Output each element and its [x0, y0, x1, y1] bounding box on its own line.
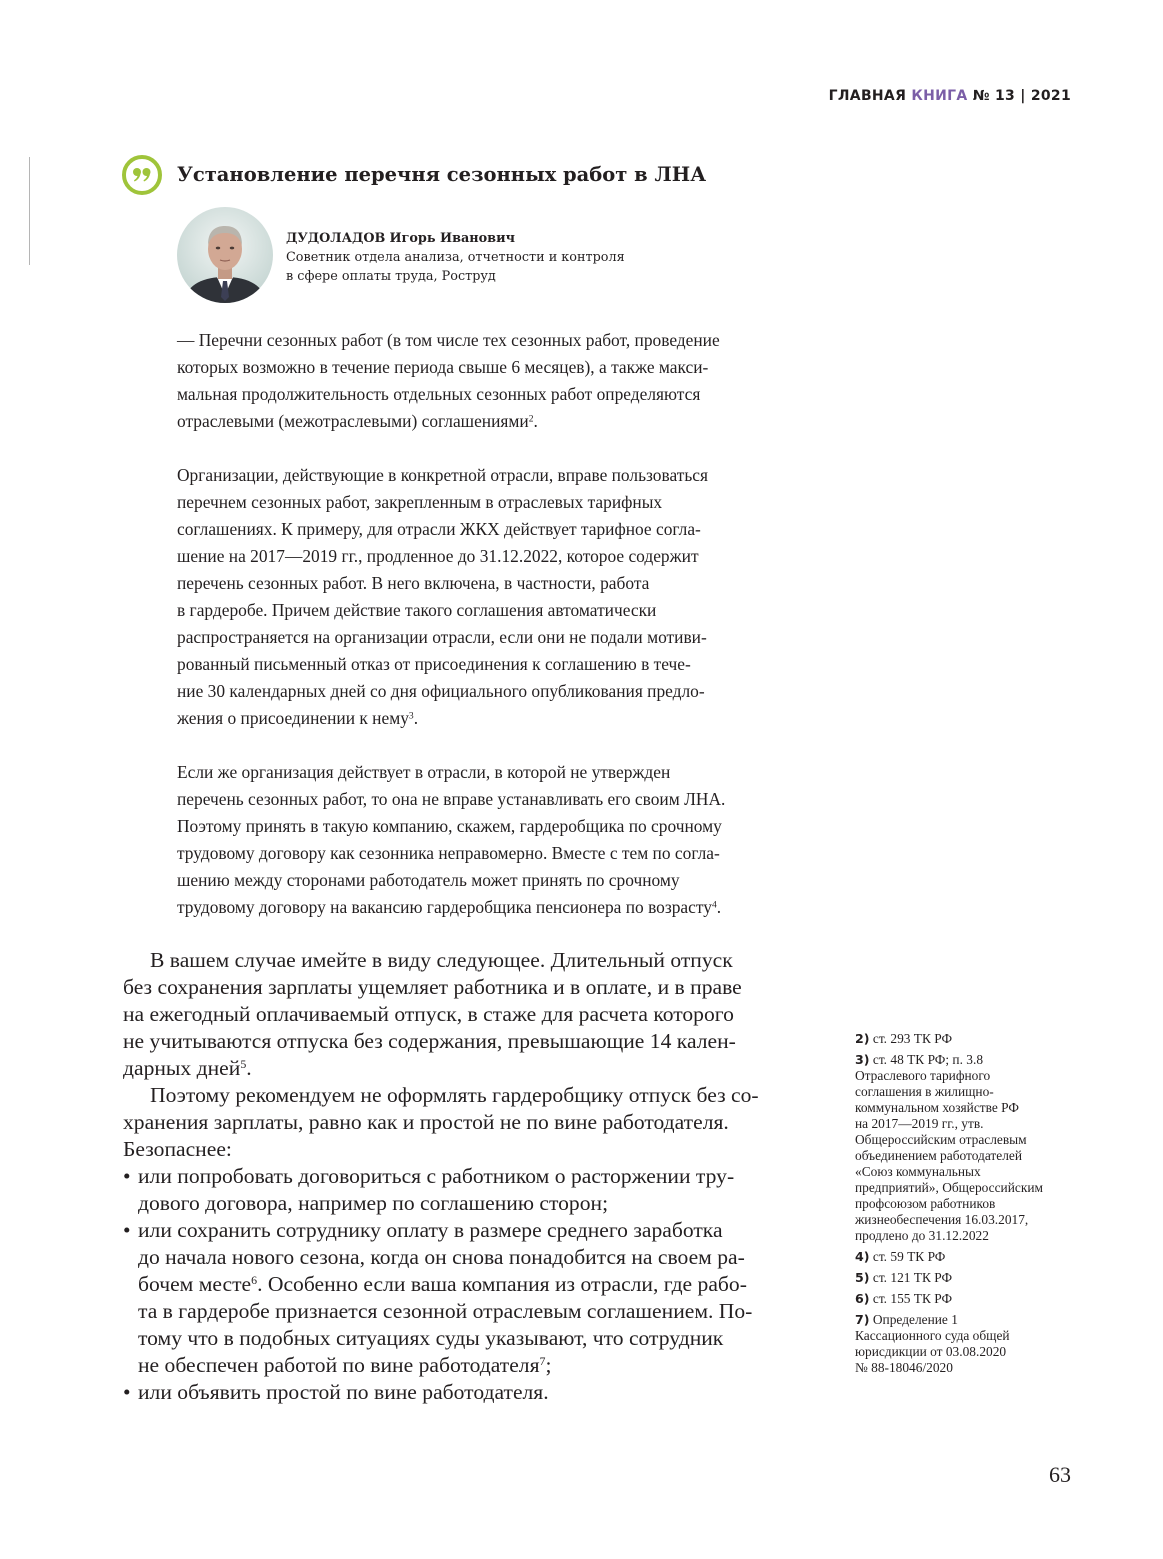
text-line: ние 30 календарных дней со дня официального опубликования предло-: [177, 681, 705, 701]
expert-surname: ДУДОЛАДОВ: [286, 231, 386, 246]
expert-paragraph-1: — Перечни сезонных работ (в том числе тех сезонных работ, проведение которых возможно в течение периода свыше 6 месяцев), а также макси- мальная продолжительность отдельных сезонных работ определяются отраслевыми (межотраслевыми) соглашениями$^2$.: [177, 330, 720, 431]
brand-accent: КНИГА: [911, 88, 968, 104]
text-line: Поэтому рекомендуем не оформлять гардеробщику отпуск без со-: [150, 1083, 759, 1107]
footnote-text: Кассационного суда общей: [855, 1328, 1010, 1343]
page-number: 63: [1049, 1462, 1071, 1487]
list-item: [123, 1379, 813, 1406]
text-fragment: или сохранить сотруднику оплату в размере среднего заработка: [138, 1218, 723, 1242]
quote-icon: [122, 155, 162, 195]
text-line: Организации, действующие в конкретной отрасли, вправе пользоваться: [177, 465, 708, 485]
footnote-text: Определение 1: [872, 1312, 958, 1327]
text-line: Поэтому принять в такую компанию, скажем, гардеробщика по срочному: [177, 816, 722, 836]
text-line: перечень сезонных работ. В него включена, в частности, работа: [177, 573, 650, 593]
list-item-continued: [123, 1271, 813, 1298]
main-text: [123, 947, 813, 1406]
footnote-text: предприятий», Общероссийским: [855, 1180, 1043, 1195]
text-line: отраслевыми (межотраслевыми) соглашениями: [177, 411, 529, 431]
text-line: жения о присоединении к нему: [177, 708, 409, 728]
footnote-ref: 2: [528, 413, 534, 425]
text-line: хранения зарплаты, равно как и простой не по вине работодателя.: [123, 1110, 729, 1134]
bullet-marker: •: [123, 1164, 131, 1188]
text-line: шение на 2017—2019 гг., продленное до 31.12.2022, которое содержит: [177, 546, 699, 566]
footnote-text: ст. 293 ТК РФ: [872, 1031, 953, 1046]
footnote-number: 7): [855, 1312, 870, 1327]
text-fragment: . Особенно если ваша компания из отрасли, где рабо-: [257, 1272, 747, 1296]
expert-photo: [177, 207, 273, 303]
list-item: [123, 1163, 813, 1190]
list-item: [123, 1217, 813, 1244]
section-title: Установление перечня сезонных работ в ЛНА: [177, 163, 707, 186]
footnote: [855, 1052, 1085, 1244]
text-line: шению между сторонами работодатель может принять по срочному: [177, 870, 680, 890]
text-line: дарных дней$^5$.: [123, 1056, 252, 1080]
expert-comment: [177, 327, 817, 948]
text-fragment: или попробовать договориться с работником о расторжении тру-: [138, 1164, 735, 1188]
magazine-header: [829, 88, 1071, 104]
text-line: не учитываются отпуска без содержания, превышающие 14 кален-: [123, 1029, 736, 1053]
footnote-text: Отраслевого тарифного: [855, 1068, 991, 1083]
expert-given-name: Игорь Иванович: [389, 231, 515, 246]
footnote-ref: 5: [240, 1056, 247, 1071]
margin-divider: [29, 157, 30, 265]
issue-number: № 13 | 2021: [972, 88, 1071, 104]
list-item-continued: та в гардеробе признается сезонной отраслевым соглашением. По-: [138, 1299, 753, 1323]
expert-paragraph-3: Если же организация действует в отрасли, в которой не утвержден перечень сезонных работ, то она не вправе устанавливать его своим ЛНА. Поэтому принять в такую компанию, скажем, гардеробщика по срочному трудовому договору как сезонника неправомерно. Вместе с тем по согла- шению между сторонами работодатель может принять по срочному трудовому договору на вакансию гардеробщика пенсионера по возрасту$^4$.: [177, 762, 726, 917]
text-line: распространяется на организации отрасли, если они не подали мотиви-: [177, 627, 707, 647]
footnote-text: Общероссийским отраслевым: [855, 1132, 1027, 1147]
footnote-text: коммунальном хозяйстве РФ: [855, 1100, 1019, 1115]
text-fragment: или объявить простой по вине работодателя.: [138, 1380, 549, 1404]
footnote-text: на 2017—2019 гг., утв.: [855, 1116, 984, 1131]
footnote-text: профсоюзом работников: [855, 1196, 996, 1211]
brand-main: ГЛАВНАЯ: [828, 88, 907, 104]
footnote-ref: 4: [711, 899, 717, 911]
footnote-text: ст. 121 ТК РФ: [872, 1270, 953, 1285]
text-line: на ежегодный оплачиваемый отпуск, в стаже для расчета которого: [123, 1002, 734, 1026]
list-item-continued: до начала нового сезона, когда он снова понадобится на своем ра-: [138, 1245, 745, 1269]
footnote: [855, 1291, 1085, 1307]
footnote-text: соглашения в жилищно-: [855, 1084, 994, 1099]
footnote: [855, 1312, 1085, 1376]
expert-position-line: в сфере оплаты труда, Роструд: [286, 269, 496, 284]
text-line: перечень сезонных работ, то она не вправе устанавливать его своим ЛНА.: [177, 789, 726, 809]
list-item-continued: дового договора, например по соглашению сторон;: [138, 1191, 609, 1215]
footnote-number: 5): [855, 1270, 870, 1285]
footnote: [855, 1249, 1085, 1265]
footnote-text: юрисдикции от 03.08.2020: [855, 1344, 1007, 1359]
list-item-continued: [123, 1352, 813, 1379]
text-fragment: не обеспечен работой по вине работодателя: [138, 1353, 540, 1377]
footnote-number: 6): [855, 1291, 870, 1306]
footnote-text: «Союз коммунальных: [855, 1164, 981, 1179]
text-line: перечнем сезонных работ, закрепленным в отраслевых тарифных: [177, 492, 663, 512]
quote-marks-icon: [132, 167, 152, 183]
text-fragment: дарных дней: [123, 1056, 241, 1080]
footnote-ref: 7: [539, 1353, 546, 1368]
text-line: В вашем случае имейте в виду следующее. Длительный отпуск: [150, 948, 733, 972]
footnote: [855, 1270, 1085, 1286]
footnote-text: жизнеобеспечения 16.03.2017,: [855, 1212, 1029, 1227]
footnote-number: 2): [855, 1031, 870, 1046]
text-line: которых возможно в течение периода свыше 6 месяцев), а также макси-: [177, 357, 709, 377]
text-line: трудовому договору на вакансию гардеробщика пенсионера по возрасту: [177, 897, 712, 917]
expert-paragraph-2: Организации, действующие в конкретной отрасли, вправе пользоваться перечнем сезонных работ, закрепленным в отраслевых тарифных соглашениях. К примеру, для отрасли ЖКХ действует тарифное согла- шение на 2017—2019 гг., продленное до 31.12.2022, которое содержит перечень сезонных работ. В него включена, в частности, работа в гардеробе. Причем действие такого соглашения автоматически распространяется на организации отрасли, если они не подали мотиви- рованный письменный отказ от присоединения к соглашению в тече- ние 30 календарных дней со дня официального опубликования предло- жения о присоединении к нему$^3$.: [177, 465, 708, 728]
text-line: мальная продолжительность отдельных сезонных работ определяются: [177, 384, 701, 404]
footnotes: [855, 1031, 1085, 1381]
footnote-text: ст. 59 ТК РФ: [872, 1249, 946, 1264]
text-line: рованный письменный отказ от присоединения к соглашению в тече-: [177, 654, 691, 674]
footnote-text: ст. 155 ТК РФ: [872, 1291, 953, 1306]
footnote-number: 4): [855, 1249, 870, 1264]
expert-info: [286, 229, 625, 286]
text-line: соглашениях. К примеру, для отрасли ЖКХ действует тарифное согла-: [177, 519, 701, 539]
text-line: в гардеробе. Причем действие такого соглашения автоматически: [177, 600, 657, 620]
footnote-text: объединением работодателей: [855, 1148, 1023, 1163]
bullet-marker: •: [123, 1380, 131, 1404]
text-line: — Перечни сезонных работ (в том числе тех сезонных работ, проведение: [177, 330, 720, 350]
footnote-number: 3): [855, 1052, 870, 1067]
footnote-text: ст. 48 ТК РФ; п. 3.8: [872, 1052, 984, 1067]
text-line: без сохранения зарплаты ущемляет работника и в оплате, и в праве: [123, 975, 742, 999]
list-item-continued: тому что в подобных ситуациях суды указывают, что сотрудник: [138, 1326, 724, 1350]
footnote: [855, 1031, 1085, 1047]
footnote-text: № 88-18046/2020: [855, 1360, 953, 1375]
bullet-marker: •: [123, 1218, 131, 1242]
footnote-text: продлено до 31.12.2022: [855, 1228, 989, 1243]
footnote-ref: 3: [408, 710, 414, 722]
text-fragment: бочем месте: [138, 1272, 252, 1296]
text-line: Безопаснее:: [123, 1137, 232, 1161]
text-line: Если же организация действует в отрасли, в которой не утвержден: [177, 762, 671, 782]
text-line: трудовому договору как сезонника неправомерно. Вместе с тем по согла-: [177, 843, 720, 863]
text-fragment: ;: [545, 1353, 552, 1377]
footnote-ref: 6: [251, 1272, 258, 1287]
expert-position-line: Советник отдела анализа, отчетности и контроля: [286, 250, 625, 265]
